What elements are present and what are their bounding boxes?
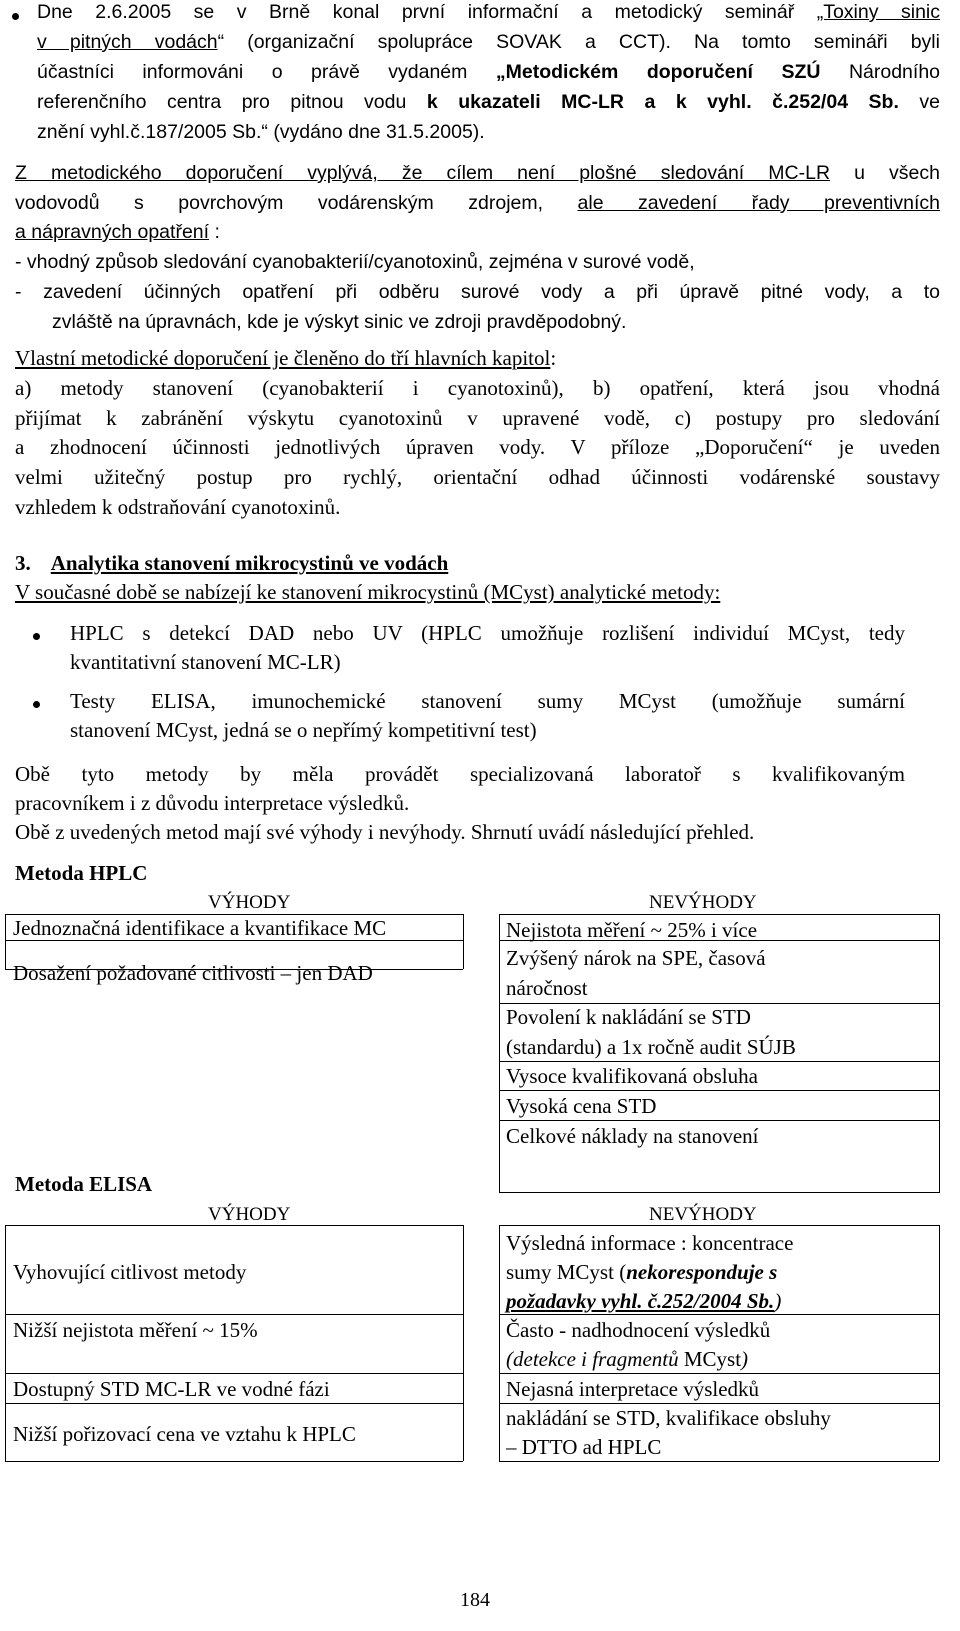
hplc-con-item: Povolení k nakládání se STD	[506, 1005, 751, 1029]
elisa-con-item: nakládání se STD, kvalifikace obsluhy	[506, 1406, 831, 1430]
summary-line-1: Obě tyto metody by měla provádět specializovaná laboratoř s kvalifikovaným	[15, 762, 905, 786]
elisa-con-item: Výsledná informace : koncentrace	[506, 1231, 794, 1255]
structure-line-4: a zhodnocení účinnosti jednotlivých úpraven vody. V příloze „Doporučení“ je uveden	[15, 435, 940, 459]
elisa-title: Metoda ELISA	[15, 1172, 153, 1196]
method-dash-item-2: - zavedení účinných opatření při odběru surové vody a při úpravě pitné vody, a to	[15, 281, 940, 303]
method-line-1: Z metodického doporučení vyplývá, že cílem není plošné sledování MC-LR u všech	[15, 162, 940, 184]
elisa-con-item-cont: (detekce i fragmentů MCyst)	[506, 1347, 749, 1371]
hplc-con-item: Zvýšený nárok na SPE, časová	[506, 946, 766, 970]
elisa-pro-item: Dostupný STD MC-LR ve vodné fázi	[13, 1377, 330, 1401]
hplc-con-item: Nejistota měření ~ 25% i více	[506, 918, 758, 942]
intro-line-3: účastníci informováni o právě vydaném „Metodickém doporučení SZÚ Národního	[37, 61, 941, 83]
method-bullet-elisa: Testy ELISA, imunochemické stanovení sumy MCyst (umožňuje sumární	[70, 689, 905, 713]
structure-line-2: a) metody stanovení (cyanobakterií i cyanotoxinů), b) opatření, která jsou vhodná	[15, 376, 940, 400]
intro-line-5: znění vyhl.č.187/2005 Sb.“ (vydáno dne 31.5.2005).	[37, 121, 485, 143]
hplc-title: Metoda HPLC	[15, 861, 148, 885]
structure-line-6: vzhledem k odstraňování cyanotoxinů.	[15, 495, 341, 519]
method-line-3: a nápravných opatření :	[15, 221, 220, 243]
hplc-con-item: Vysoce kvalifikovaná obsluha	[506, 1064, 758, 1088]
elisa-col-cons: NEVÝHODY	[649, 1204, 757, 1225]
elisa-pro-item: Nižší nejistota měření ~ 15%	[13, 1318, 258, 1342]
intro-line-1: Dne 2.6.2005 se v Brně konal první informační a metodický seminář „Toxiny sinic	[37, 1, 940, 23]
intro-line-4: referenčního centra pro pitnou vodu k ukazateli MC-LR a k vyhl. č.252/04 Sb. ve	[37, 91, 941, 113]
hplc-con-item-cont: náročnost	[506, 976, 588, 1000]
hplc-con-item-cont: (standardu) a 1x ročně audit SÚJB	[506, 1035, 796, 1059]
hplc-col-pros: VÝHODY	[208, 892, 291, 913]
method-dash-item-1: - vhodný způsob sledování cyanobakterií/cyanotoxinů, zejména v surové vodě,	[15, 251, 695, 273]
section-title: Analytika stanovení mikrocystinů ve vodách	[50, 551, 449, 575]
summary-line-3: Obě z uvedených metod mají své výhody i nevýhody. Shrnutí uvádí následující přehled.	[15, 820, 755, 844]
hplc-con-item: Vysoká cena STD	[506, 1094, 657, 1118]
hplc-pro-item: Dosažení požadované citlivosti – jen DAD	[13, 961, 373, 985]
hplc-con-item: Celkové náklady na stanovení	[506, 1124, 759, 1148]
hplc-pro-item: Jednoznačná identifikace a kvantifikace MC	[13, 916, 387, 940]
section-heading	[15, 553, 448, 574]
summary-line-2: pracovníkem i z důvodu interpretace výsledků.	[15, 791, 410, 815]
section-number: 3.	[15, 551, 31, 575]
elisa-con-item: Často - nadhodnocení výsledků	[506, 1318, 771, 1342]
intro-line-2: v pitných vodách“ (organizační spolupráce SOVAK a CCT). Na tomto semináři byli	[37, 31, 940, 53]
method-bullet-elisa-cont: stanovení MCyst, jedná se o nepřímý kompetitivní test)	[70, 718, 537, 742]
bullet-icon	[12, 13, 19, 20]
method-dash-item-2-cont: zvláště na úpravnách, kde je výskyt sinic ve zdroji pravděpodobný.	[52, 311, 627, 333]
elisa-con-item-cont: požadavky vyhl. č.252/2004 Sb.)	[506, 1289, 782, 1313]
section-subtitle: V současné době se nabízejí ke stanovení mikrocystinů (MCyst) analytické metody:	[15, 580, 721, 604]
method-bullet-hplc-cont: kvantitativní stanovení MC-LR)	[70, 650, 341, 674]
elisa-col-pros: VÝHODY	[208, 1204, 291, 1225]
page-number: 184	[460, 1589, 490, 1611]
structure-line-5: velmi užitečný postup pro rychlý, orientační odhad účinnosti vodárenské soustavy	[15, 465, 940, 489]
elisa-con-item-cont: sumy MCyst (nekoresponduje s	[506, 1260, 778, 1284]
elisa-pro-item: Nižší pořizovací cena ve vztahu k HPLC	[13, 1422, 356, 1446]
elisa-con-item-cont: – DTTO ad HPLC	[506, 1435, 662, 1459]
method-bullet-hplc: HPLC s detekcí DAD nebo UV (HPLC umožňuje rozlišení individuí MCyst, tedy	[70, 621, 905, 645]
elisa-pro-item: Vyhovující citlivost metody	[13, 1260, 247, 1284]
bullet-icon	[33, 701, 40, 708]
structure-line-3: přijímat k zabránění výskytu cyanotoxinů v upravené vodě, c) postupy pro sledování	[15, 406, 940, 430]
structure-line-1: Vlastní metodické doporučení je členěno do tří hlavních kapitol:	[15, 346, 557, 370]
method-line-2: vodovodů s povrchovým vodárenským zdrojem, ale zavedení řady preventivních	[15, 192, 940, 214]
elisa-con-item: Nejasná interpretace výsledků	[506, 1377, 760, 1401]
bullet-icon	[33, 633, 40, 640]
hplc-col-cons: NEVÝHODY	[649, 892, 757, 913]
